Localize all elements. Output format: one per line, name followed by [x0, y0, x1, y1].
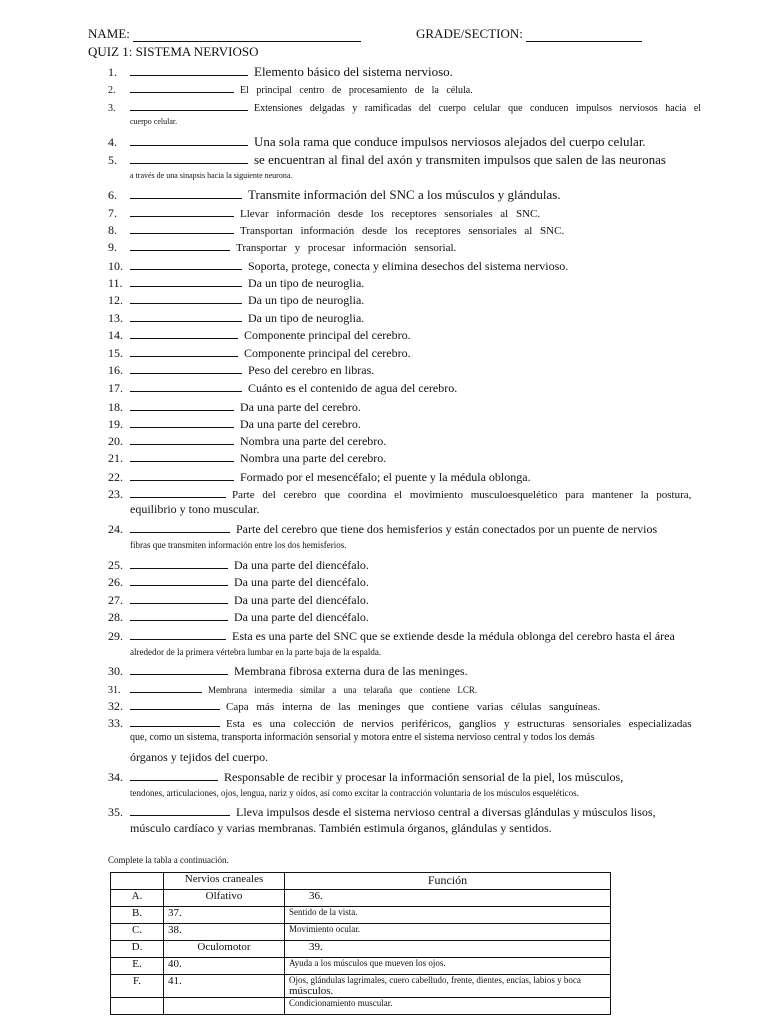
- question-number: 30.: [108, 664, 123, 678]
- answer-blank[interactable]: [130, 449, 234, 462]
- question-item: [108, 257, 766, 274]
- question-number: 34.: [108, 770, 123, 784]
- question-item: [108, 608, 766, 625]
- question-number: 8.: [108, 223, 117, 237]
- nerve-cell[interactable]: 40.: [164, 958, 285, 975]
- function-text-cont: músculos.: [289, 985, 334, 997]
- question-text: Da un tipo de neuroglia.: [248, 276, 365, 290]
- question-text: Formado por el mesencéfalo; el puente y la médula oblonga.: [240, 470, 531, 484]
- function-cell: [285, 975, 611, 998]
- answer-blank[interactable]: [130, 361, 242, 374]
- question-text: Lleva impulsos desde el sistema nervioso central a diversas glándulas y músculos lisos,: [236, 805, 656, 819]
- table-header-function: Función: [285, 873, 611, 890]
- question-text: Parte del cerebro que tiene dos hemisferios y están conectados por un puente de nervios: [236, 522, 658, 536]
- question-item: [108, 151, 766, 168]
- question-text: Da una parte del diencéfalo.: [234, 593, 369, 607]
- question-number: 32.: [108, 699, 123, 713]
- question-item: [108, 573, 766, 590]
- question-number: 12.: [108, 293, 123, 307]
- table-row: [111, 941, 611, 958]
- question-text: Esta es una parte del SNC que se extiende desde la médula oblonga del cerebro hasta el área: [232, 629, 675, 643]
- answer-blank[interactable]: [130, 680, 202, 693]
- question-number: 1.: [108, 65, 117, 79]
- answer-blank[interactable]: [130, 98, 248, 111]
- answer-blank[interactable]: [130, 573, 228, 586]
- question-item: [108, 556, 766, 573]
- table-row: [111, 975, 611, 998]
- function-cell: Sentido de la vista.: [285, 907, 611, 924]
- question-item: [108, 398, 766, 415]
- nerve-cell: Oculomotor: [164, 941, 285, 958]
- table-row: [111, 998, 611, 1015]
- row-letter: C.: [111, 924, 164, 941]
- table-header-letter: [111, 873, 164, 890]
- question-number: 5.: [108, 153, 117, 167]
- answer-blank[interactable]: [130, 221, 234, 234]
- answer-blank[interactable]: [130, 80, 234, 93]
- row-letter: D.: [111, 941, 164, 958]
- quiz-header: [88, 26, 768, 46]
- answer-blank[interactable]: [130, 627, 226, 640]
- question-number: 27.: [108, 593, 123, 607]
- row-letter: E.: [111, 958, 164, 975]
- question-text: Da una parte del diencéfalo.: [234, 610, 369, 624]
- question-number: 14.: [108, 328, 123, 342]
- question-continuation: órganos y tejidos del cuerpo.: [130, 750, 269, 764]
- answer-blank[interactable]: [130, 204, 234, 217]
- question-item: [108, 326, 766, 343]
- question-number: 25.: [108, 558, 123, 572]
- question-text: Transmite información del SNC a los músculos y glándulas.: [248, 187, 561, 202]
- question-number: 24.: [108, 522, 123, 536]
- question-text: Da un tipo de neuroglia.: [248, 311, 365, 325]
- name-field[interactable]: [88, 26, 361, 42]
- question-number: 15.: [108, 346, 123, 360]
- function-cell: Movimiento ocular.: [285, 924, 611, 941]
- question-item: [108, 238, 766, 256]
- question-number: 21.: [108, 451, 123, 465]
- function-cell[interactable]: 36.: [285, 890, 611, 907]
- question-text: Soporta, protege, conecta y elimina desechos del sistema nervioso.: [248, 259, 569, 273]
- question-item: [108, 221, 766, 239]
- name-label: NAME:: [88, 26, 130, 41]
- question-number: 17.: [108, 381, 123, 395]
- answer-blank[interactable]: [130, 257, 242, 270]
- question-number: 10.: [108, 259, 123, 273]
- row-letter: [111, 998, 164, 1015]
- question-continuation: alrededor de la primera vértebra lumbar en la parte baja de la espalda.: [130, 647, 382, 657]
- nerve-cell[interactable]: 41.: [164, 975, 285, 998]
- function-cell[interactable]: 39.: [285, 941, 611, 958]
- question-item: [108, 591, 766, 608]
- question-item: [108, 186, 766, 203]
- question-number: 2.: [108, 85, 116, 96]
- question-item: [108, 133, 766, 150]
- grade-line[interactable]: [526, 28, 642, 42]
- question-item: [108, 63, 766, 80]
- question-number: 28.: [108, 610, 123, 624]
- question-number: 9.: [108, 240, 117, 254]
- nerve-cell[interactable]: 38.: [164, 924, 285, 941]
- question-text: Peso del cerebro en libras.: [248, 363, 375, 377]
- question-number: 7.: [108, 206, 117, 220]
- question-text: Llevar información desde los receptores sensoriales al SNC.: [240, 208, 541, 220]
- question-text: Una sola rama que conduce impulsos nerviosos alejados del cuerpo celular.: [254, 134, 646, 149]
- question-item: [108, 274, 766, 291]
- answer-blank[interactable]: [130, 697, 220, 710]
- question-text: Cuánto es el contenido de agua del cerebro.: [248, 381, 458, 395]
- question-item: [108, 309, 766, 326]
- question-text: Da un tipo de neuroglia.: [248, 293, 365, 307]
- question-continuation: músculo cardíaco y varias membranas. También estimula órganos, glándulas y sentidos.: [130, 821, 552, 835]
- table-row: [111, 958, 611, 975]
- question-item: [108, 485, 766, 503]
- question-number: 18.: [108, 400, 123, 414]
- answer-blank[interactable]: [130, 662, 228, 675]
- question-item: [108, 291, 766, 308]
- question-text: Membrana fibrosa externa dura de las meninges.: [234, 664, 468, 678]
- question-text: El principal centro de procesamiento de la célula.: [240, 85, 473, 96]
- answer-blank[interactable]: [130, 803, 230, 816]
- question-text: Parte del cerebro que coordina el movimiento musculoesquelético para mantener la postura,: [232, 489, 692, 501]
- answer-blank[interactable]: [130, 63, 248, 76]
- question-number: 20.: [108, 434, 123, 448]
- grade-label: GRADE/SECTION:: [416, 26, 523, 41]
- nerve-cell: Olfativo: [164, 890, 285, 907]
- nerve-cell[interactable]: 37.: [164, 907, 285, 924]
- question-number: 33.: [108, 716, 123, 730]
- grade-field[interactable]: [416, 26, 642, 42]
- question-number: 3.: [108, 103, 116, 114]
- question-text: Capa más interna de las meninges que contiene varias células sanguíneas.: [226, 701, 601, 713]
- question-text: Componente principal del cerebro.: [244, 328, 411, 342]
- question-item: [108, 662, 766, 679]
- question-continuation: que, como un sistema, transporta información sensorial y motora entre el sistema nervioso central y todos los demás: [130, 732, 595, 743]
- question-text: Transportar y procesar información sensorial.: [236, 242, 457, 254]
- question-text: Da una parte del diencéfalo.: [234, 575, 369, 589]
- table-row: [111, 907, 611, 924]
- question-text: Da una parte del diencéfalo.: [234, 558, 369, 572]
- question-text: Responsable de recibir y procesar la información sensorial de la piel, los músculos,: [224, 770, 624, 784]
- question-continuation: a través de una sinapsis hacia la siguiente neurona.: [130, 171, 293, 180]
- answer-blank[interactable]: [130, 151, 248, 164]
- answer-blank[interactable]: [130, 344, 238, 357]
- question-item: [108, 80, 766, 99]
- answer-blank[interactable]: [130, 485, 226, 498]
- answer-blank[interactable]: [130, 379, 242, 392]
- question-number: 19.: [108, 417, 123, 431]
- answer-blank[interactable]: [130, 432, 234, 445]
- answer-blank[interactable]: [130, 714, 220, 727]
- question-text: Transportan información desde los receptores sensoriales al SNC.: [240, 225, 565, 237]
- answer-blank[interactable]: [130, 309, 242, 322]
- question-number: 31.: [108, 685, 121, 696]
- answer-blank[interactable]: [130, 556, 228, 569]
- question-item: [108, 768, 766, 785]
- answer-blank[interactable]: [130, 274, 242, 287]
- question-number: 6.: [108, 188, 117, 202]
- table-instruction: Complete la tabla a continuación.: [108, 855, 229, 865]
- question-text: Da una parte del cerebro.: [240, 417, 361, 431]
- question-number: 29.: [108, 629, 123, 643]
- table-header-nerve: Nervios craneales: [164, 873, 285, 890]
- question-continuation: fibras que transmiten información entre los dos hemisferios.: [130, 540, 347, 550]
- answer-blank[interactable]: [130, 238, 230, 251]
- answer-blank[interactable]: [130, 326, 238, 339]
- answer-blank[interactable]: [130, 768, 218, 781]
- question-item: [108, 204, 766, 222]
- question-text: Extensiones delgadas y ramificadas del cuerpo celular que conducen impulsos nerviosos hacia el: [254, 103, 702, 114]
- table-header-row: [111, 873, 611, 890]
- question-text: Nombra una parte del cerebro.: [240, 451, 387, 465]
- nerve-cell[interactable]: [164, 998, 285, 1015]
- name-line[interactable]: [133, 28, 361, 42]
- question-text: Nombra una parte del cerebro.: [240, 434, 387, 448]
- question-text: Componente principal del cerebro.: [244, 346, 411, 360]
- question-number: 35.: [108, 805, 123, 819]
- question-item: [108, 344, 766, 361]
- question-number: 4.: [108, 135, 117, 149]
- answer-blank[interactable]: [130, 398, 234, 411]
- answer-blank[interactable]: [130, 186, 242, 199]
- question-number: 23.: [108, 487, 123, 501]
- question-item: [108, 432, 766, 449]
- question-item: [108, 361, 766, 378]
- cranial-nerves-table: [110, 872, 611, 1015]
- question-item: [108, 520, 766, 537]
- question-text: Esta es una colección de nervios periféricos, ganglios y estructuras sensoriales especializadas: [226, 718, 692, 730]
- question-item: [108, 803, 766, 820]
- quiz-title: QUIZ 1: SISTEMA NERVIOSO: [88, 44, 259, 59]
- question-item: [108, 468, 766, 485]
- question-number: 13.: [108, 311, 123, 325]
- question-item: [108, 379, 766, 396]
- row-letter: B.: [111, 907, 164, 924]
- answer-blank[interactable]: [130, 591, 228, 604]
- question-item: [108, 697, 766, 715]
- question-text: se encuentran al final del axón y transmiten impulsos que salen de las neuronas: [254, 152, 666, 167]
- function-cell: Condicionamiento muscular.: [285, 998, 611, 1015]
- question-text: Da una parte del cerebro.: [240, 400, 361, 414]
- function-cell: Ayuda a los músculos que mueven los ojos.: [285, 958, 611, 975]
- question-text: Elemento básico del sistema nervioso.: [254, 64, 453, 79]
- table-row: [111, 890, 611, 907]
- question-item: [108, 714, 766, 732]
- question-continuation: cuerpo celular.: [130, 117, 178, 126]
- answer-blank[interactable]: [130, 133, 248, 146]
- question-item: [108, 415, 766, 432]
- answer-blank[interactable]: [130, 415, 234, 428]
- row-letter: F.: [111, 975, 164, 998]
- question-number: 11.: [108, 276, 123, 290]
- question-item: [108, 627, 766, 644]
- table-row: [111, 924, 611, 941]
- question-number: 22.: [108, 470, 123, 484]
- function-text: Ojos, glándulas lagrimales, cuero cabelludo, frente, dientes, encías, labios y boca: [289, 975, 581, 985]
- answer-blank[interactable]: [130, 468, 234, 481]
- answer-blank[interactable]: [130, 520, 230, 533]
- answer-blank[interactable]: [130, 291, 242, 304]
- question-item: [108, 98, 766, 117]
- question-continuation: equilibrio y tono muscular.: [130, 502, 260, 516]
- question-continuation: tendones, articulaciones, ojos, lengua, nariz y oídos, así como excitar la contracción voluntaria de los músculos esqueléticos.: [130, 788, 579, 798]
- question-text: Membrana intermedia similar a una telaraña que contiene LCR.: [208, 685, 478, 695]
- question-item: [108, 449, 766, 466]
- row-letter: A.: [111, 890, 164, 907]
- answer-blank[interactable]: [130, 608, 228, 621]
- question-number: 16.: [108, 363, 123, 377]
- question-number: 26.: [108, 575, 123, 589]
